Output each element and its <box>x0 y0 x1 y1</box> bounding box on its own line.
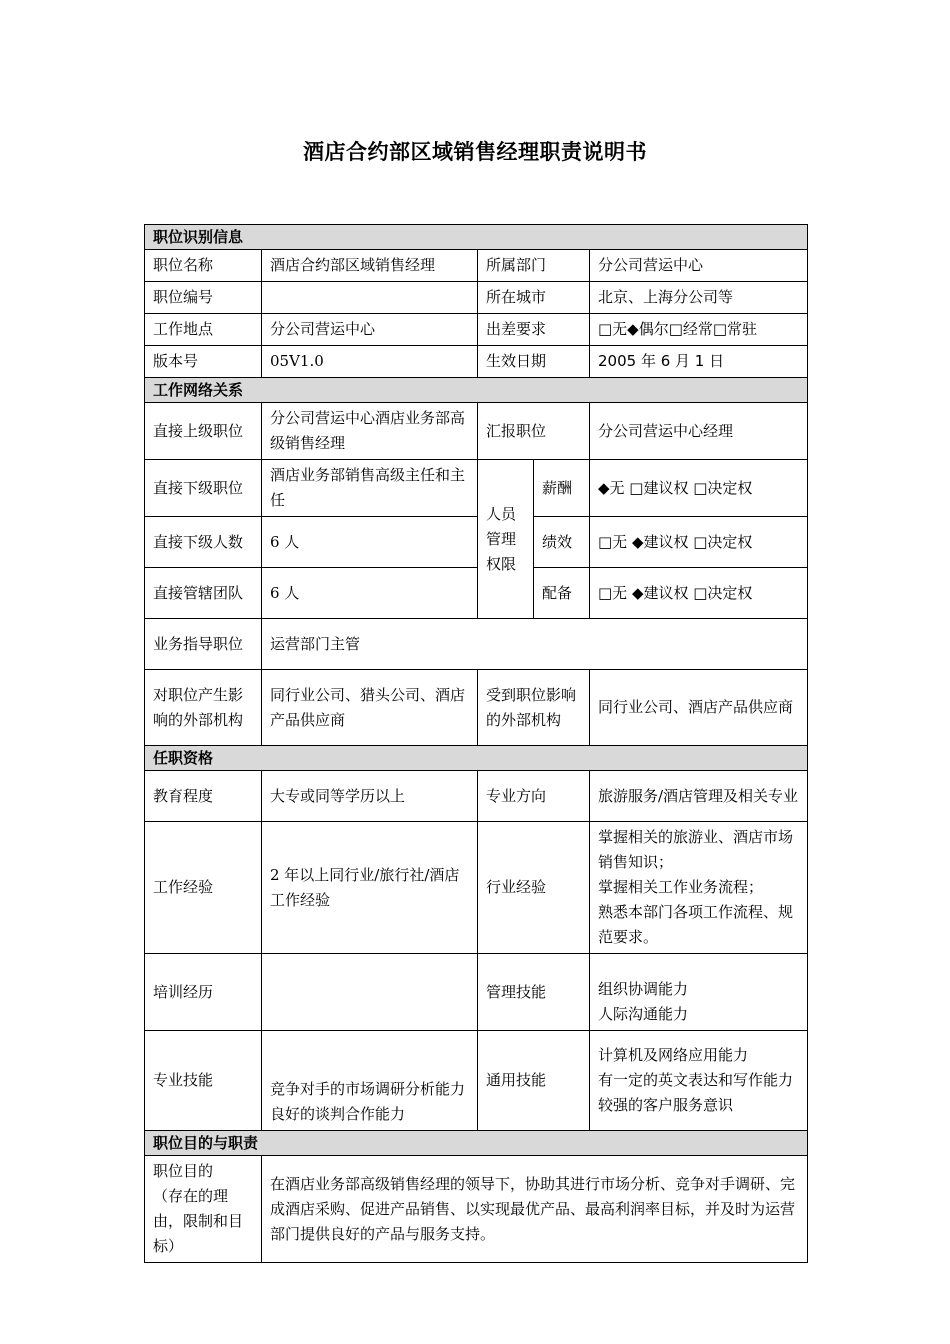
education-label: 教育程度 <box>145 771 262 822</box>
salary-label: 薪酬 <box>534 460 590 517</box>
major-label: 专业方向 <box>478 771 590 822</box>
major-value: 旅游服务/酒店管理及相关专业 <box>590 771 808 822</box>
education-value: 大专或同等学历以上 <box>262 771 478 822</box>
superior-label: 直接上级职位 <box>145 403 262 460</box>
external-affecting-value: 同行业公司、猎头公司、酒店产品供应商 <box>262 670 478 746</box>
sub-count-label: 直接下级人数 <box>145 517 262 568</box>
management-skills-label: 管理技能 <box>478 954 590 1031</box>
professional-skills-value <box>262 1031 478 1131</box>
industry-line: 掌握相关的旅游业、酒店市场销售知识； <box>598 828 794 871</box>
report-label: 汇报职位 <box>478 403 590 460</box>
professional-skills-label: 专业技能 <box>145 1031 262 1131</box>
general-skill-line: 计算机及网络应用能力 <box>598 1046 749 1064</box>
purpose-value: 在酒店业务部高级销售经理的领导下，协助其进行市场分析、竞争对手调研、完成酒店采购、促进产品销售、以实现最优产品、最高利润率目标，并及时为运营部门提供良好的产品与服务支持。 <box>262 1156 808 1263</box>
purpose-label-sub: （存在的理由，限制和目标） <box>153 1187 244 1255</box>
travel-value: □无◆偶尔□经常□常驻 <box>590 314 808 346</box>
version-value: 05V1.0 <box>262 346 478 378</box>
report-value: 分公司营运中心经理 <box>590 403 808 460</box>
external-affected-label: 受到职位影响的外部机构 <box>478 670 590 746</box>
authority-label: 人员管理权限 <box>478 460 534 619</box>
subordinate-value: 酒店业务部销售高级主任和主任 <box>262 460 478 517</box>
management-skill-line: 人际沟通能力 <box>598 1005 689 1023</box>
staffing-label: 配备 <box>534 568 590 619</box>
subordinate-label: 直接下级职位 <box>145 460 262 517</box>
position-name-value: 酒店合约部区域销售经理 <box>262 250 478 282</box>
purpose-label-main: 职位目的 <box>153 1162 214 1180</box>
position-code-value <box>262 282 478 314</box>
staffing-value: □无 ◆建议权 □决定权 <box>590 568 808 619</box>
external-affected-value: 同行业公司、酒店产品供应商 <box>590 670 808 746</box>
section-purpose-header: 职位目的与职责 <box>145 1131 808 1156</box>
position-name-label: 职位名称 <box>145 250 262 282</box>
industry-line: 熟悉本部门各项工作流程、规范要求。 <box>598 903 794 946</box>
external-affecting-label: 对职位产生影响的外部机构 <box>145 670 262 746</box>
job-description-table <box>144 224 808 1263</box>
work-location-label: 工作地点 <box>145 314 262 346</box>
management-skills-value <box>590 954 808 1031</box>
section-identity-header: 职位识别信息 <box>145 225 808 250</box>
travel-label: 出差要求 <box>478 314 590 346</box>
guidance-label: 业务指导职位 <box>145 619 262 670</box>
team-label: 直接管辖团队 <box>145 568 262 619</box>
effective-date-label: 生效日期 <box>478 346 590 378</box>
sub-count-value: 6 人 <box>262 517 478 568</box>
industry-experience-value <box>590 822 808 954</box>
professional-skill-line: 竞争对手的市场调研分析能力 <box>270 1080 466 1098</box>
training-value <box>262 954 478 1031</box>
purpose-label <box>145 1156 262 1263</box>
guidance-value: 运营部门主管 <box>262 619 808 670</box>
version-label: 版本号 <box>145 346 262 378</box>
team-value: 6 人 <box>262 568 478 619</box>
section-network-header: 工作网络关系 <box>145 378 808 403</box>
section-qualification-header: 任职资格 <box>145 746 808 771</box>
effective-date-value: 2005 年 6 月 1 日 <box>590 346 808 378</box>
document-title: 酒店合约部区域销售经理职责说明书 <box>303 140 647 164</box>
training-label: 培训经历 <box>145 954 262 1031</box>
professional-skill-line: 良好的谈判合作能力 <box>270 1105 406 1123</box>
performance-value: □无 ◆建议权 □决定权 <box>590 517 808 568</box>
general-skills-label: 通用技能 <box>478 1031 590 1131</box>
position-code-label: 职位编号 <box>145 282 262 314</box>
work-experience-value: 2 年以上同行业/旅行社/酒店工作经验 <box>262 822 478 954</box>
work-location-value: 分公司营运中心 <box>262 314 478 346</box>
department-label: 所属部门 <box>478 250 590 282</box>
city-label: 所在城市 <box>478 282 590 314</box>
work-experience-label: 工作经验 <box>145 822 262 954</box>
general-skill-line: 有一定的英文表达和写作能力 <box>598 1071 794 1089</box>
superior-value: 分公司营运中心酒店业务部高级销售经理 <box>262 403 478 460</box>
general-skills-value <box>590 1031 808 1131</box>
industry-experience-label: 行业经验 <box>478 822 590 954</box>
performance-label: 绩效 <box>534 517 590 568</box>
industry-line: 掌握相关工作业务流程； <box>598 878 764 896</box>
department-value: 分公司营运中心 <box>590 250 808 282</box>
city-value: 北京、上海分公司等 <box>590 282 808 314</box>
management-skill-line: 组织协调能力 <box>598 980 689 998</box>
salary-value: ◆无 □建议权 □决定权 <box>590 460 808 517</box>
general-skill-line: 较强的客户服务意识 <box>598 1096 734 1114</box>
